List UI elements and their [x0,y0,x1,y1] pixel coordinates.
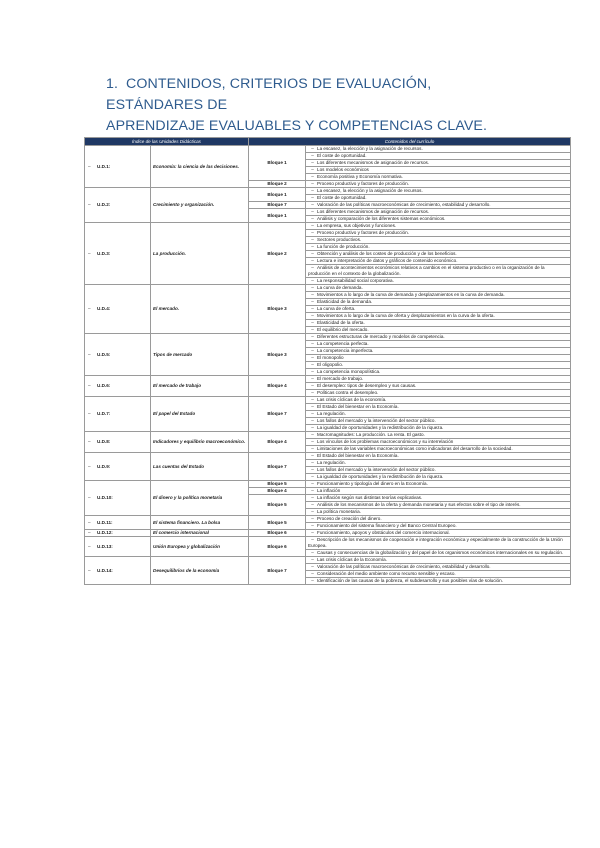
content-item [306,181,571,188]
item-text: Valoración de las políticas macroeconómicas de crecimiento, estabilidad y desarrollo. [317,564,491,569]
content-item [306,320,571,327]
unit-code: U.D.7: [97,411,111,416]
unit-dash: – [88,543,91,549]
item-text: Movimientos a lo largo de la curva de demanda y desplazamientos en la curva de demanda. [317,292,505,297]
content-item [306,313,571,320]
content-item [306,578,571,585]
item-text: La escasez, la elección y la asignación de recursos. [317,146,423,151]
item-text: Los fallos del mercado y la intervención del sector público. [317,467,436,472]
content-item [306,202,571,209]
item-text: Elasticidad de la demanda. [317,299,373,304]
item-text: Consideración del medio ambiente como recurso sensible y escaso. [317,571,456,576]
unit-cell [85,432,151,453]
item-dash: – [311,537,314,542]
section-heading [106,74,526,137]
item-dash: – [311,564,314,569]
unit-dash: – [88,463,91,469]
item-dash: – [311,502,314,507]
item-text: La igualdad de oportunidades y la redistribución de la riqueza. [317,425,444,430]
item-dash: – [311,348,314,353]
block-label: Bloque 3 [249,334,306,376]
content-item [306,537,571,550]
table-row [85,557,571,564]
item-dash: – [311,425,314,430]
block-label: Bloque 7 [249,202,306,209]
item-dash: – [311,167,314,172]
item-text: La función de producción. [317,244,370,249]
unit-cell [85,376,151,397]
content-item [306,453,571,460]
item-dash: – [311,334,314,339]
unit-cell [85,188,151,223]
item-text: La inflación según sus distintas teorías explicativas. [317,495,423,500]
item-text: Análisis de acontecimientos económicos relativos a cambios en el sistema productivo o en la organización de la producción en el contexto de la globalización. [308,265,545,276]
unit-cell [85,334,151,376]
item-dash: – [311,516,314,521]
item-text: La regulación. [317,460,346,465]
unit-title: El dinero y la política monetaria [151,481,249,516]
item-text: Proceso de creación del dinero. [317,516,382,521]
unit-dash: – [88,383,91,388]
unit-cell [85,285,151,334]
block-label: Bloque 5 [249,481,306,488]
item-text: El monopolio [317,355,344,360]
item-dash: – [311,251,314,256]
content-item [306,432,571,439]
content-item [306,244,571,251]
content-item [306,516,571,523]
content-item [306,425,571,432]
item-dash: – [311,571,314,576]
block-label: Bloque 6 [249,530,306,537]
item-text: Obtención y análisis de los costes de producción y de los beneficios. [317,251,457,256]
unit-code: U.D.2: [97,202,111,207]
unit-title: Unión Europea y globalización [151,537,249,557]
content-item [306,167,571,174]
unit-cell [85,557,151,585]
unit-dash: – [88,351,91,357]
table-row [85,397,571,404]
table-row [85,537,571,550]
item-text: Limitaciones de las variables macroeconómicas como indicadoras del desarrollo de la sociedad. [317,446,513,451]
unit-title: Economía: la ciencia de las decisiones. [151,146,249,188]
item-text: Análisis de los mecanismos de la oferta y demanda monetaria y sus efectos sobre el tipo de interés. [317,502,521,507]
item-text: Las crisis cíclicas de la Economía. [317,557,387,562]
item-dash: – [311,376,314,381]
content-item [306,160,571,167]
content-item [306,404,571,411]
section-number: 1. [106,76,119,92]
item-dash: – [311,299,314,304]
content-item [306,467,571,474]
item-dash: – [311,488,314,493]
item-text: Valoración de las políticas macroeconómicas de crecimiento, estabilidad y desarrollo. [317,202,491,207]
content-item [306,258,571,265]
item-dash: – [311,397,314,402]
item-text: Macromagnitudes: La producción. La renta. El gasto. [317,432,425,437]
content-item [306,216,571,223]
item-dash: – [311,369,314,374]
item-dash: – [311,432,314,437]
unit-cell [85,223,151,285]
item-dash: – [311,495,314,500]
content-item [306,209,571,216]
section-title-line1: CONTENIDOS, CRITERIOS DE EVALUACIÓN, ESTÁNDARES DE [106,76,432,113]
unit-dash: – [88,439,91,444]
table-header-row [85,138,571,146]
item-dash: – [311,557,314,562]
item-text: Políticas contra el desempleo. [317,390,379,395]
table-row [85,432,571,439]
item-dash: – [311,390,314,395]
item-dash: – [311,355,314,360]
unit-dash: – [88,250,91,256]
content-item [306,418,571,425]
unit-cell [85,516,151,530]
content-item [306,488,571,495]
unit-cell [85,146,151,188]
item-dash: – [311,202,314,207]
item-text: Diferentes estructuras de mercado y modelos de competencia. [317,334,445,339]
item-text: Elasticidad de la oferta. [317,320,365,325]
content-item [306,446,571,453]
content-item [306,502,571,509]
item-dash: – [311,174,314,179]
content-item [306,369,571,376]
unit-dash: – [88,567,91,573]
item-dash: – [311,481,314,486]
item-dash: – [311,467,314,472]
block-label: Bloque 3 [249,285,306,334]
block-label: Bloque 6 [249,537,306,557]
unit-code: U.D.9: [97,463,111,469]
table-row [85,481,571,488]
item-text: Funcionamiento, apoyos y obstáculos del comercio internacional. [317,530,450,535]
item-text: Sectores productivos. [317,237,362,242]
content-item [306,481,571,488]
item-dash: – [311,362,314,367]
contents-table [84,137,571,585]
content-item [306,439,571,446]
content-item [306,188,571,195]
content-item [306,278,571,285]
item-dash: – [311,146,314,151]
item-dash: – [311,530,314,535]
unit-dash: – [88,163,91,169]
section-title-line2: APRENDIZAJE EVALUABLES Y COMPETENCIAS CLAVE. [106,118,488,134]
block-label: Bloque 4 [249,488,306,495]
unit-title: El papel del Estado [151,397,249,432]
item-dash: – [311,446,314,451]
block-label: Bloque 1 [249,209,306,223]
item-dash: – [311,320,314,325]
block-label: Bloque 7 [249,397,306,432]
unit-title: La producción. [151,223,249,285]
item-dash: – [311,195,314,200]
item-dash: – [311,474,314,479]
item-text: Movimientos a lo largo de la curva de oferta y desplazamientos en la curva de la oferta. [317,313,495,318]
item-dash: – [311,209,314,214]
unit-dash: – [88,411,91,416]
item-dash: – [311,160,314,165]
item-text: La curva de oferta. [317,306,356,311]
content-item [306,509,571,516]
item-text: Los modelos económicos [317,167,369,172]
item-text: La igualdad de oportunidades y la redistribución de la riqueza. [317,474,444,479]
block-label: Bloque 2 [249,223,306,285]
item-dash: – [311,509,314,514]
unit-dash: – [88,519,91,525]
unit-code: U.D.5: [97,351,111,357]
table-row [85,516,571,523]
unit-code: U.D.10: [97,495,113,500]
item-text: La curva de demanda. [317,285,363,290]
unit-title: El comercio internacional [151,530,249,537]
content-item [306,195,571,202]
content-item [306,355,571,362]
item-dash: – [311,460,314,465]
item-text: Funcionamiento del sistema financiero y del Banco Central Europeo. [317,523,457,528]
item-text: El Estado del bienestar en la Economía. [317,453,399,458]
item-dash: – [311,550,314,555]
item-text: El equilibrio del mercado. [317,327,369,332]
unit-title: Indicadores y equilibrio macroeconómico. [151,432,249,453]
block-label: Bloque 7 [249,557,306,585]
content-item [306,223,571,230]
table-row [85,188,571,195]
item-text: Descripción de los mecanismos de cooperación e integración económica y especialmente de la construcción de la Unión Europea. [308,537,563,548]
unit-dash: – [88,202,91,207]
unit-title: Las cuentas del Estado [151,453,249,481]
block-label: Bloque 4 [249,376,306,397]
item-dash: – [311,181,314,186]
item-dash: – [311,341,314,346]
content-item [306,348,571,355]
item-dash: – [311,216,314,221]
content-item [306,153,571,160]
item-text: El coste de oportunidad. [317,195,367,200]
item-text: Los fallos del mercado y la intervención del sector público. [317,418,436,423]
table-row [85,453,571,460]
item-dash: – [311,306,314,311]
content-item [306,571,571,578]
header-contents: Contenidos del currículo [249,138,571,146]
table-row [85,334,571,341]
item-text: La empresa, sus objetivos y funciones. [317,223,397,228]
content-item [306,376,571,383]
unit-dash: – [88,306,91,311]
content-item [306,474,571,481]
content-item [306,327,571,334]
item-text: El coste de oportunidad. [317,153,367,158]
block-label: Bloque 5 [249,516,306,530]
content-item [306,251,571,258]
unit-code: U.D.6: [97,383,111,388]
item-text: Los vínculos de los problemas macroeconómicos y su interrelación [317,439,454,444]
block-label: Bloque 5 [249,495,306,516]
item-dash: – [311,285,314,290]
unit-title: El mercado. [151,285,249,334]
unit-cell [85,537,151,557]
item-dash: – [311,188,314,193]
item-text: La inflación [317,488,341,493]
unit-title: Tipos de mercado [151,334,249,376]
content-item [306,550,571,557]
item-text: El oligopolio. [317,362,344,367]
item-text: El mercado de trabajo. [317,376,364,381]
content-item [306,495,571,502]
table-row [85,530,571,537]
table-body [85,146,571,585]
content-item [306,564,571,571]
item-dash: – [311,453,314,458]
table-row [85,146,571,153]
item-dash: – [311,523,314,528]
item-dash: – [311,411,314,416]
item-text: Funcionamiento y tipología del dinero en la Economía. [317,481,428,486]
item-text: Lectura e interpretación de datos y gráficos de contenido económico. [317,258,458,263]
content-item [306,341,571,348]
content-item [306,174,571,181]
item-dash: – [311,404,314,409]
unit-cell [85,481,151,516]
item-text: Causas y consecuencias de la globalización y del papel de los organismos económicos internacionales en su regulación. [317,550,564,555]
unit-dash: – [88,495,91,500]
unit-code: U.D.1: [97,163,111,169]
unit-cell [85,397,151,432]
content-item [306,397,571,404]
content-item [306,265,571,278]
item-text: La escasez, la elección y la asignación de recursos. [317,188,423,193]
item-dash: – [311,237,314,242]
unit-code: U.D.14: [97,567,113,573]
block-label: Bloque 2 [249,181,306,188]
item-text: Proceso productivo y factores de producción. [317,181,409,186]
item-dash: – [311,278,314,283]
item-text: La regulación. [317,411,346,416]
item-text: Análisis y comparación de los diferentes sistemas económicos. [317,216,446,221]
content-item [306,523,571,530]
item-dash: – [311,265,314,270]
unit-cell [85,530,151,537]
item-dash: – [311,313,314,318]
content-item [306,530,571,537]
unit-code: U.D.3: [97,250,111,256]
item-dash: – [311,223,314,228]
item-text: Los diferentes mecanismos de asignación de recursos. [317,160,430,165]
content-item [306,146,571,153]
item-text: El desempleo: tipos de desempleo y sus causas. [317,383,417,388]
item-dash: – [311,244,314,249]
item-text: La competencia perfecta. [317,341,369,346]
item-dash: – [311,292,314,297]
content-item [306,383,571,390]
unit-title: Crecimiento y organización. [151,188,249,223]
block-label: Bloque 1 [249,188,306,202]
unit-title: Desequilibrios de la economía [151,557,249,585]
content-item [306,411,571,418]
content-item [306,230,571,237]
content-item [306,390,571,397]
item-text: Los diferentes mecanismos de asignación de recursos. [317,209,430,214]
unit-cell [85,453,151,481]
unit-code: U.D.4: [97,306,111,311]
unit-code: U.D.13: [97,543,113,549]
item-text: Proceso productivo y factores de producción. [317,230,409,235]
item-dash: – [311,153,314,158]
header-units: Índice de las Unidades Didácticas [85,138,249,146]
item-text: La política monetaria. [317,509,361,514]
unit-title: El sistema financiero. La bolsa [151,516,249,530]
table-row [85,376,571,383]
item-text: Las crisis cíclicas de la economía. [317,397,387,402]
block-label: Bloque 7 [249,453,306,481]
unit-code: U.D.12: [97,530,113,535]
content-item [306,237,571,244]
item-text: La responsabilidad social corporativa. [317,278,394,283]
item-dash: – [311,230,314,235]
item-text: Economía positiva y Economía normativa. [317,174,403,179]
content-item [306,299,571,306]
content-item [306,292,571,299]
unit-dash: – [88,530,91,535]
item-dash: – [311,258,314,263]
unit-code: U.D.11: [97,519,113,525]
item-dash: – [311,418,314,423]
table-row [85,223,571,230]
unit-title: El mercado de trabajo [151,376,249,397]
item-text: La competencia monopolística. [317,369,381,374]
item-dash: – [311,327,314,332]
content-item [306,306,571,313]
item-text: Identificación de las causas de la pobreza, el subdesarrollo y sus posibles vías de solución. [317,578,503,583]
content-item [306,362,571,369]
block-label: Bloque 4 [249,432,306,453]
unit-code: U.D.8: [97,439,111,444]
content-item [306,557,571,564]
table-row [85,285,571,292]
item-dash: – [311,439,314,444]
block-label: Bloque 1 [249,146,306,181]
item-dash: – [311,383,314,388]
content-item [306,285,571,292]
item-text: La competencia imperfecta. [317,348,374,353]
item-text: El Estado del bienestar en la Economía. [317,404,399,409]
content-item [306,334,571,341]
item-dash: – [311,578,314,583]
content-item [306,460,571,467]
